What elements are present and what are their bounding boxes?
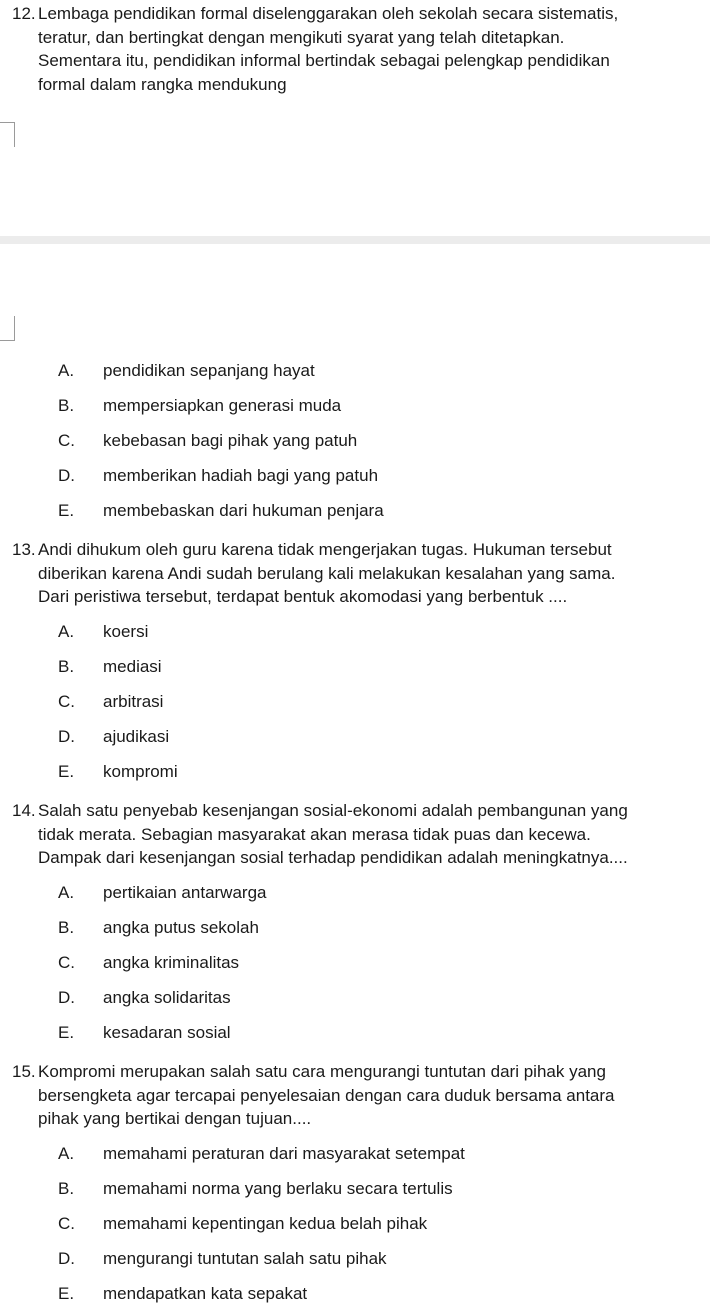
stem-line: Andi dihukum oleh guru karena tidak mengerjakan tugas. Hukuman tersebut — [38, 540, 612, 559]
stem-line: diberikan karena Andi sudah berulang kali melakukan kesalahan yang sama. — [38, 563, 616, 583]
answer-options — [0, 875, 710, 1050]
question-12-options — [0, 353, 710, 528]
stem-line: Sementara itu, pendidikan informal bertindak sebagai pelengkap pendidikan — [38, 51, 610, 70]
option-letter: D. — [58, 726, 75, 746]
option-text: membebaskan dari hukuman penjara — [103, 501, 384, 520]
crop-bracket-bottom — [0, 316, 15, 341]
option-c[interactable] — [0, 945, 710, 980]
option-letter: B. — [58, 396, 75, 415]
option-letter: B. — [58, 917, 75, 937]
stem-line: formal dalam rangka mendukung — [38, 74, 287, 94]
option-e[interactable] — [0, 1015, 710, 1050]
option-letter: B. — [58, 656, 75, 676]
option-c[interactable] — [0, 423, 710, 458]
question-number: 14. — [12, 801, 36, 820]
option-text: mediasi — [103, 656, 162, 676]
option-letter: D. — [58, 466, 75, 485]
question-number: 13. — [12, 540, 36, 559]
option-letter: A. — [58, 1143, 75, 1163]
option-letter: C. — [58, 1213, 75, 1233]
option-text: angka putus sekolah — [103, 917, 259, 937]
option-text: kompromi — [103, 761, 178, 781]
option-letter: D. — [58, 987, 75, 1007]
option-text: ajudikasi — [103, 726, 170, 746]
question-number: 15. — [12, 1062, 36, 1081]
option-text: kebebasan bagi pihak yang patuh — [103, 431, 358, 450]
option-letter: C. — [58, 431, 75, 450]
option-b[interactable] — [0, 910, 710, 945]
option-d[interactable] — [0, 1241, 710, 1276]
question-12-stem — [0, 2, 710, 96]
option-a[interactable] — [0, 1136, 710, 1171]
option-letter: A. — [58, 882, 75, 902]
answer-options — [0, 353, 710, 528]
option-d[interactable] — [0, 458, 710, 493]
option-text: mengurangi tuntutan salah satu pihak — [103, 1248, 387, 1268]
option-text: mempersiapkan generasi muda — [103, 396, 342, 415]
stem-line: tidak merata. Sebagian masyarakat akan merasa tidak puas dan kecewa. — [38, 824, 591, 844]
crop-bracket-top — [0, 122, 15, 147]
option-letter: A. — [58, 361, 75, 380]
stem-line: Dari peristiwa tersebut, terdapat bentuk akomodasi yang berbentuk .... — [38, 587, 568, 606]
option-letter: B. — [58, 1178, 75, 1198]
option-text: mendapatkan kata sepakat — [103, 1283, 308, 1303]
option-c[interactable] — [0, 684, 710, 719]
option-d[interactable] — [0, 719, 710, 754]
question-13-stem — [0, 538, 710, 609]
option-letter: C. — [58, 952, 75, 972]
answer-options — [0, 1136, 710, 1311]
option-letter: A. — [58, 621, 75, 641]
option-letter: D. — [58, 1248, 75, 1268]
question-14 — [0, 799, 710, 1050]
stem-line: pihak yang bertikai dengan tujuan.... — [38, 1109, 312, 1128]
question-number: 12. — [12, 4, 36, 23]
option-b[interactable] — [0, 649, 710, 684]
page-divider — [0, 236, 710, 244]
option-a[interactable] — [0, 614, 710, 649]
option-b[interactable] — [0, 388, 710, 423]
option-c[interactable] — [0, 1206, 710, 1241]
question-13 — [0, 538, 710, 789]
option-text: memahami kepentingan kedua belah pihak — [103, 1213, 428, 1233]
option-text: memberikan hadiah bagi yang patuh — [103, 466, 379, 485]
option-text: memahami norma yang berlaku secara tertulis — [103, 1178, 453, 1198]
stem-line: teratur, dan bertingkat dengan mengikuti syarat yang telah ditetapkan. — [38, 27, 565, 47]
option-e[interactable] — [0, 493, 710, 528]
option-text: arbitrasi — [103, 691, 164, 711]
question-12 — [0, 2, 710, 96]
option-e[interactable] — [0, 1276, 710, 1311]
option-letter: E. — [58, 1283, 75, 1303]
option-letter: E. — [58, 501, 75, 520]
option-letter: E. — [58, 761, 75, 781]
stem-line: Lembaga pendidikan formal diselenggarakan oleh sekolah secara sistematis, — [38, 4, 619, 23]
option-d[interactable] — [0, 980, 710, 1015]
stem-line: Dampak dari kesenjangan sosial terhadap pendidikan adalah meningkatnya.... — [38, 848, 628, 867]
option-text: angka solidaritas — [103, 987, 231, 1007]
option-text: angka kriminalitas — [103, 952, 240, 972]
question-15 — [0, 1060, 710, 1311]
option-text: pendidikan sepanjang hayat — [103, 361, 315, 380]
answer-options — [0, 614, 710, 789]
stem-line: Salah satu penyebab kesenjangan sosial-ekonomi adalah pembangunan yang — [38, 801, 628, 820]
option-a[interactable] — [0, 353, 710, 388]
option-text: pertikaian antarwarga — [103, 882, 267, 902]
option-text: koersi — [103, 621, 149, 641]
stem-line: bersengketa agar tercapai penyelesaian dengan cara duduk bersama antara — [38, 1085, 615, 1105]
option-letter: C. — [58, 691, 75, 711]
option-a[interactable] — [0, 875, 710, 910]
option-e[interactable] — [0, 754, 710, 789]
option-text: memahami peraturan dari masyarakat setempat — [103, 1143, 465, 1163]
stem-line: Kompromi merupakan salah satu cara mengurangi tuntutan dari pihak yang — [38, 1062, 606, 1081]
option-text: kesadaran sosial — [103, 1022, 231, 1042]
question-15-stem — [0, 1060, 710, 1131]
question-14-stem — [0, 799, 710, 870]
option-b[interactable] — [0, 1171, 710, 1206]
option-letter: E. — [58, 1022, 75, 1042]
